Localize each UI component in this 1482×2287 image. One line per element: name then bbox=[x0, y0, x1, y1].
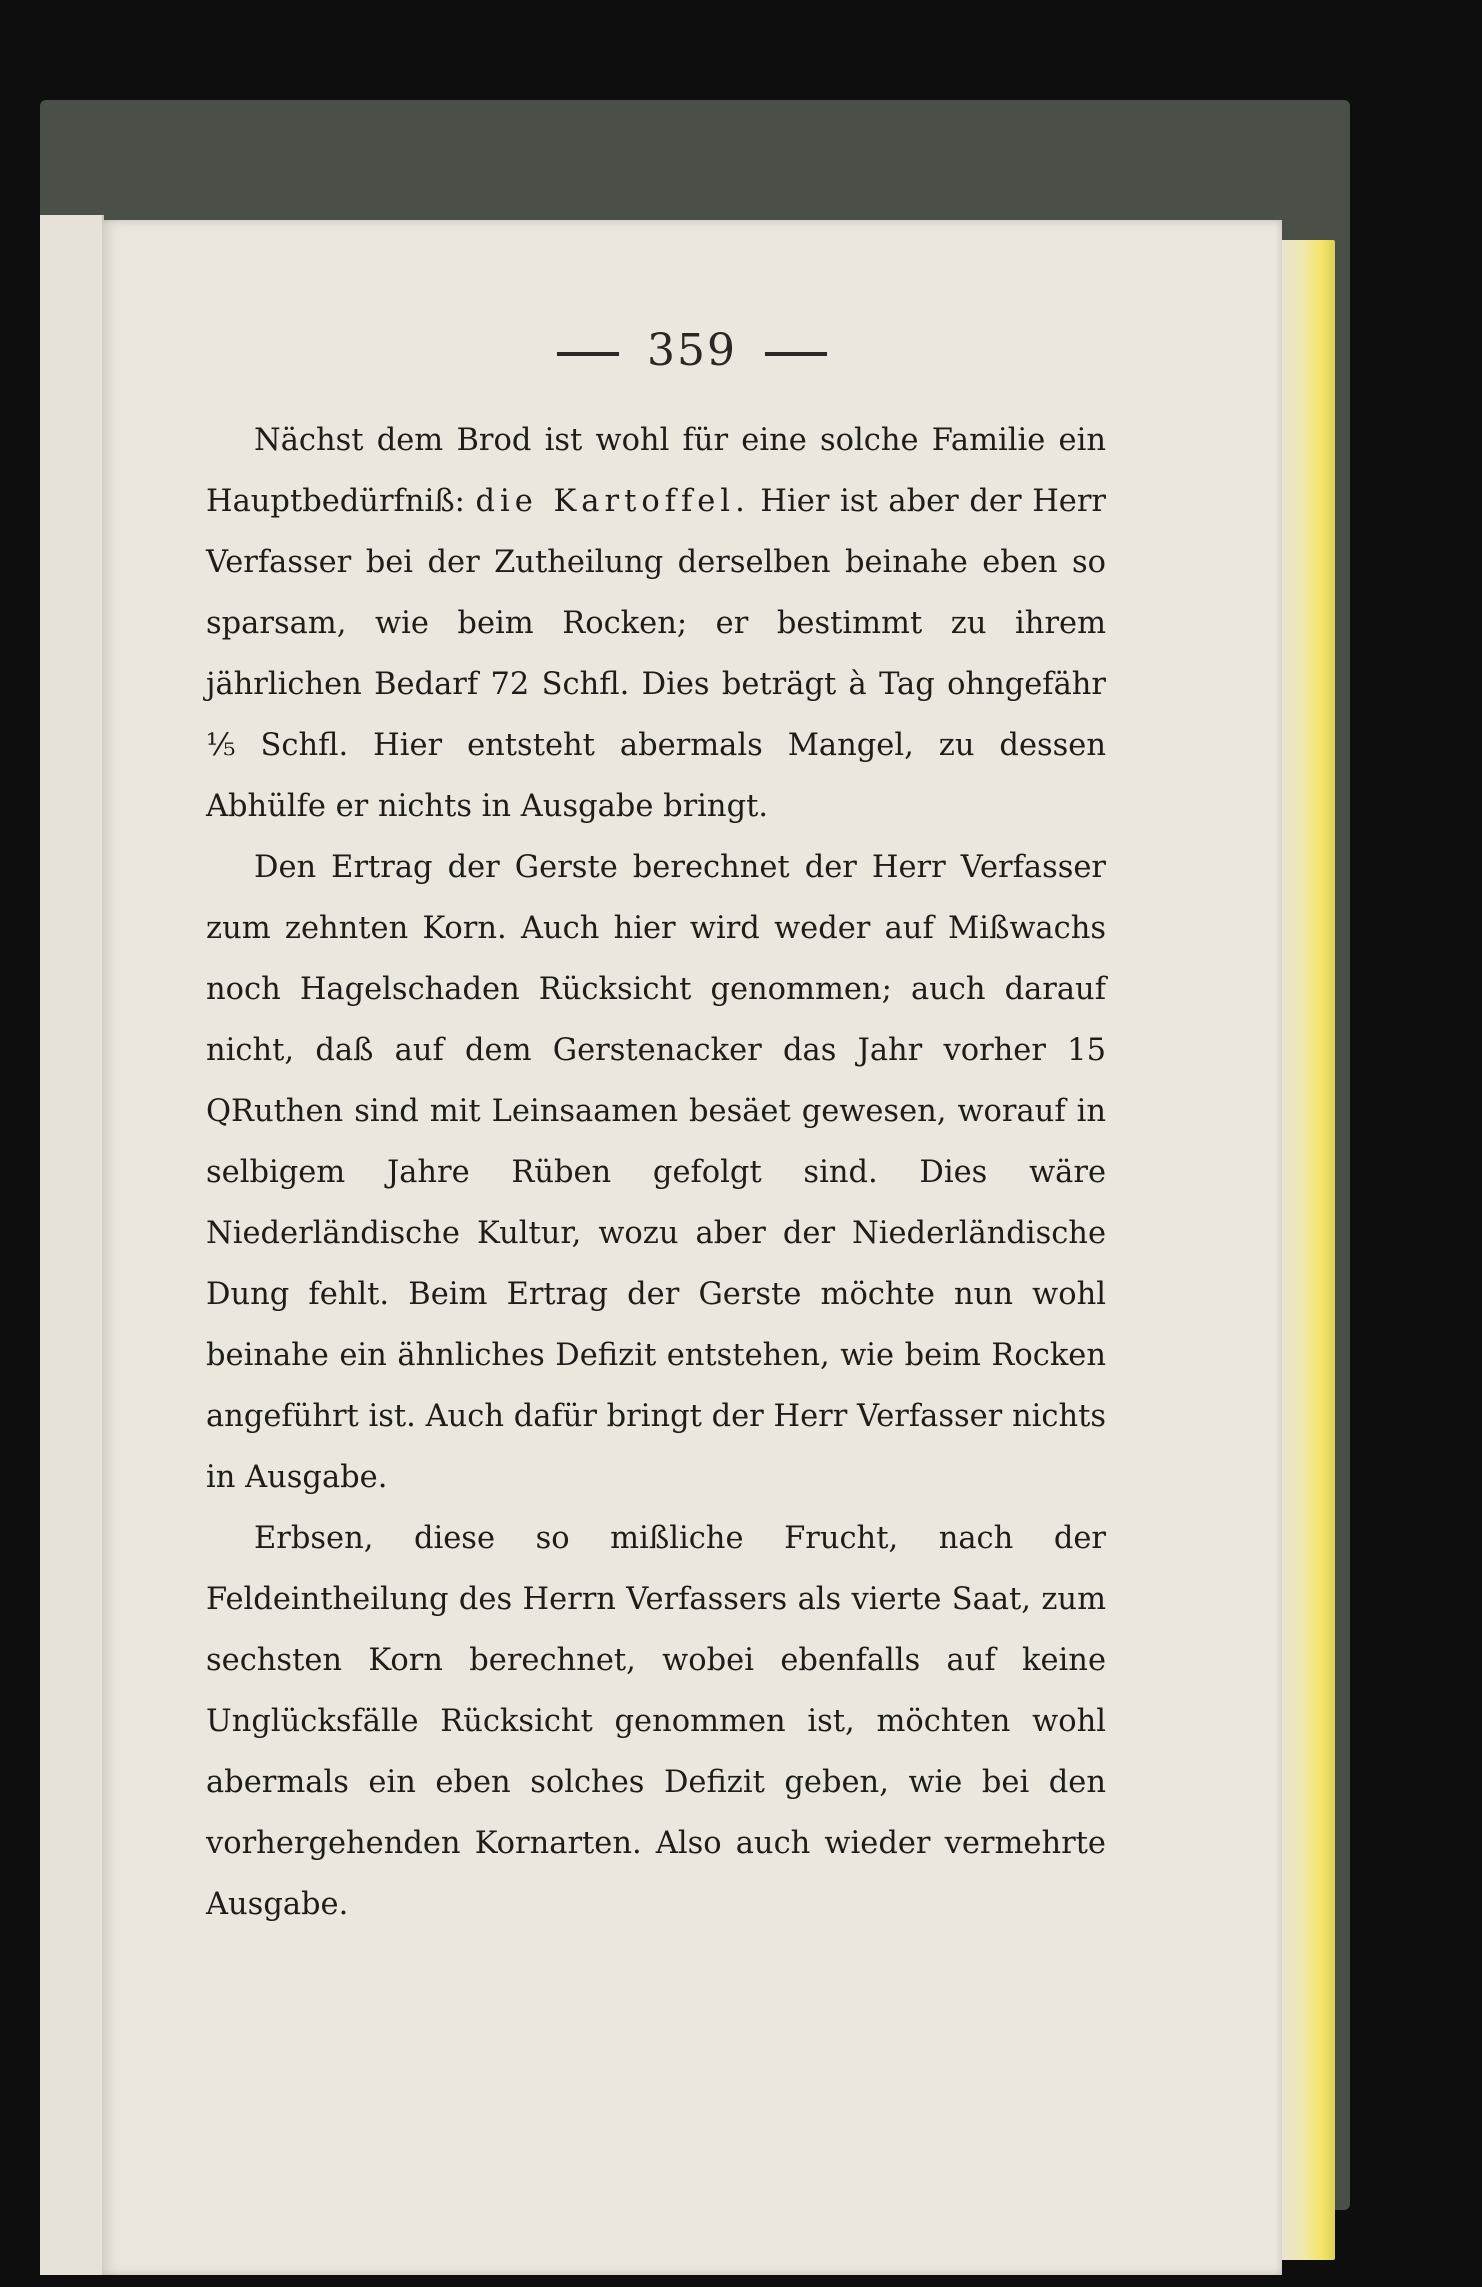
book-cover-board bbox=[40, 100, 1350, 2210]
paragraph-1-emphasis: die Kartoffel. bbox=[475, 484, 750, 519]
paragraph-2: Den Ertrag der Gerste berechnet der Herr Verfasser zum zehnten Korn. Auch hier wird weder auf Mißwachs noch Hagelschaden Rücksicht genommen; auch darauf nicht, daß auf dem Gerstenacker das Jahr vorher 15 QRuthen sind mit Leinsaamen besäet gewesen, worauf in selbigem Jahre Rüben gefolgt sind. Dies wäre Niederländische Kultur, wozu aber der Niederländische Dung fehlt. Beim Ertrag der Gerste möchte nun wohl beinahe ein ähnliches Defizit entstehen, wie beim Rocken angeführt ist. Auch dafür bringt der Herr Verfasser nichts in Ausgabe. bbox=[206, 850, 1106, 1495]
header-dash-left bbox=[557, 352, 619, 356]
page-number: 359 bbox=[647, 325, 737, 376]
paragraph-3: Erbsen, diese so mißliche Frucht, nach der Feldeintheilung des Herrn Verfassers als vierte Saat, zum sechsten Korn berechnet, wobei ebenfalls auf keine Unglücksfälle Rücksicht genommen ist, möchten wohl abermals ein eben solches Defizit geben, wie bei den vorhergehenden Kornarten. Also auch wieder vermehrte Ausgabe. bbox=[206, 1521, 1106, 1922]
facing-page-edge bbox=[40, 215, 104, 2275]
book-page bbox=[102, 220, 1282, 2275]
paragraph-1-text-a: Nächst dem Brod ist wohl für eine solche Familie ein Hauptbedürfniß: bbox=[206, 423, 1106, 519]
page-header bbox=[102, 325, 1282, 376]
paragraph-1 bbox=[206, 410, 1106, 837]
body-text bbox=[206, 410, 1106, 1935]
header-dash-right bbox=[765, 352, 827, 356]
page-block-edge bbox=[1280, 240, 1335, 2260]
paragraph-1-text-b: Hier ist aber der Herr Verfasser bei der Zutheilung derselben beinahe eben so sparsam, wie beim Rocken; er bestimmt zu ihrem jährlichen Bedarf 72 Schfl. Dies beträgt à Tag ohngefähr ⅕ Schfl. Hier entsteht abermals Mangel, zu dessen Abhülfe er nichts in Ausgabe bringt. bbox=[206, 484, 1106, 824]
